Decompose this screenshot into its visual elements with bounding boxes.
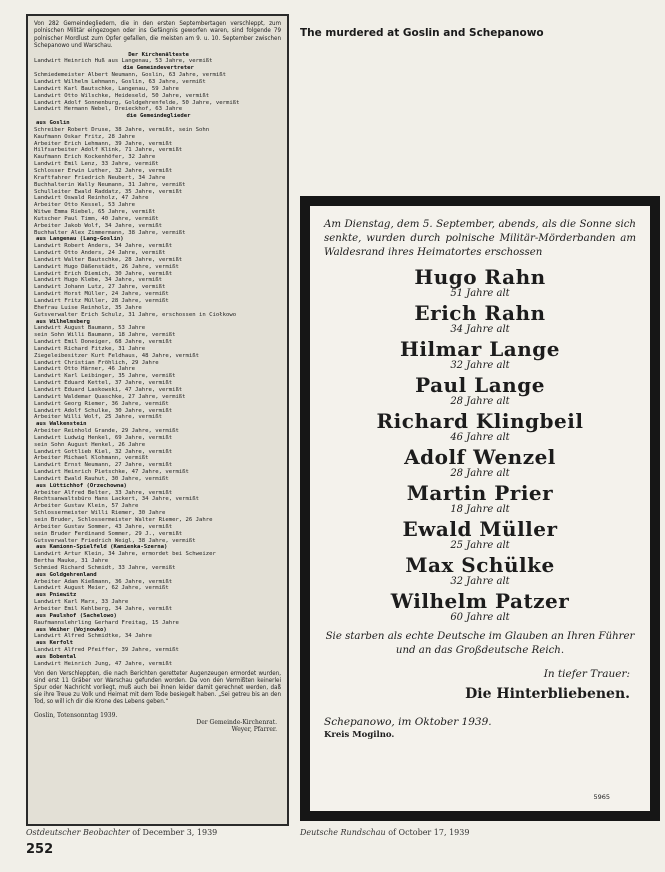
list-item: Hilfsarbeiter Adolf Klink, 71 Jahre, vermißt	[34, 147, 183, 154]
left-newspaper-clipping	[26, 14, 289, 826]
list-item: Arbeiter Michael Klohmann, vermißt	[34, 455, 149, 462]
list-item: Landwirt Eduard Laskowski, 47 Jahre, vermißt	[34, 386, 183, 393]
list-item: Ehefrau Luise Reinholz, 35 Jahre	[34, 304, 142, 311]
victim-entry	[324, 518, 636, 552]
list-section-heading: aus Kerfolt	[36, 640, 74, 647]
list-section-heading: aus Goldgehrenland	[36, 571, 97, 578]
list-item: Landwirt Heinrich Jung, 47 Jahre, vermißt	[34, 660, 173, 667]
victim-entry	[324, 554, 636, 588]
signature-place: Goslin, Totensonntag 1939.	[34, 711, 118, 719]
victim-entry	[324, 374, 636, 408]
right-heading: The murdered at Goslin and Schepanowo	[300, 27, 544, 39]
list-item: Landwirt Erich Diemich, 30 Jahre, vermißt	[34, 270, 173, 277]
list-item: Landwirt Alfred Schmidtke, 34 Jahre	[34, 633, 152, 640]
list-item: Landwirt Waldemar Quaschke, 27 Jahre, vermißt	[34, 393, 186, 400]
list-item: Raufmannslehrling Gerhard Freitag, 15 Jahre	[34, 619, 179, 626]
list-item: Arbeiter Otto Kessel, 53 Jahre	[34, 202, 136, 209]
left-caption-publication: Ostdeutscher Beobachter	[26, 828, 130, 837]
death-notice	[300, 196, 660, 821]
list-item: Schmied Richard Schmidt, 33 Jahre, vermißt	[34, 564, 176, 571]
signature-org: Der Gemeinde-Kirchenrat.	[196, 718, 277, 726]
victim-list	[34, 52, 281, 668]
list-section-heading: aus Kamionn-Spielfeld (Kamienka-Szerna)	[36, 544, 168, 551]
list-item: Landwirt Emil Lenz, 33 Jahre, vermißt	[34, 161, 159, 168]
victim-entry	[324, 338, 636, 372]
victim-age: 51 Jahre alt	[450, 288, 510, 299]
list-item: Landwirt Hugo Däßenstädt, 26 Jahre, vermißt	[34, 263, 179, 270]
victim-age: 60 Jahre alt	[450, 612, 510, 623]
list-item: Landwirt Karl Bautschke, Langenau, 59 Jahre	[34, 85, 179, 92]
list-item: Gutsverwalter Friedrich Weigl, 38 Jahre, vermißt	[34, 537, 196, 544]
list-item: Ziegeleibesitzer Kurt Feldhaus, 48 Jahre, vermißt	[34, 352, 200, 359]
list-item: Landwirt Ernst Neumann, 27 Jahre, vermißt	[34, 462, 173, 469]
list-item: Kaufmann Oskar Fritz, 28 Jahre	[34, 133, 136, 140]
list-item: Arbeiter Willi Wolf, 25 Jahre, vermißt	[34, 414, 162, 421]
list-section-heading: die Gemeindeglieder	[126, 113, 191, 120]
district: Kreis Mogilno.	[324, 730, 395, 740]
list-section-heading: die Gemeindevertreter	[123, 65, 194, 72]
victim-age: 34 Jahre alt	[450, 324, 510, 335]
victim-name: Hilmar Lange	[400, 337, 560, 361]
victim-age: 25 Jahre alt	[450, 540, 510, 551]
victim-name: Hugo Rahn	[414, 265, 546, 289]
victim-name: Wilhelm Patzer	[390, 589, 570, 613]
list-item: Landwirt Karl Marx, 33 Jahre	[34, 599, 129, 606]
victim-entry	[324, 446, 636, 480]
list-item: sein Bruder Ferdinand Sommer, 29 J., vermißt	[34, 530, 183, 537]
victim-age: 28 Jahre alt	[450, 468, 510, 479]
list-section-heading: aus Langenau (Lang-Goslin)	[36, 236, 124, 243]
list-item: sein Bruder, Schlossermeister Walter Riemer, 26 Jahre	[34, 517, 213, 523]
list-item: sein Sohn August Henkel, 26 Jahre	[34, 441, 146, 448]
victim-entry	[324, 590, 636, 624]
left-caption-date: of December 3, 1939	[132, 828, 218, 837]
list-item: Schulleiter Ewald Raddatz, 35 Jahre, vermißt	[34, 188, 183, 195]
notice-code: 5965	[593, 793, 610, 801]
list-item: Landwirt Ewald Rauhut, 30 Jahre, vermißt	[34, 475, 169, 482]
list-item: Landwirt Horst Müller, 24 Jahre, vermißt	[34, 291, 169, 298]
victim-entry	[324, 302, 636, 336]
list-item: Kutscher Paul Timm, 40 Jahre, vermißt	[34, 215, 159, 222]
list-item: Landwirt Hugo Klebe, 34 Jahre, vermißt	[34, 277, 162, 284]
place-date: Schepanowo, im Oktober 1939.	[324, 716, 492, 728]
list-item: Landwirt Adolf Schulke, 30 Jahre, vermißt	[34, 407, 173, 414]
victim-name: Richard Klingbeil	[376, 409, 584, 433]
list-item: Gutsverwalter Erich Schulz, 31 Jahre, erschossen in Ciołkowo	[34, 311, 237, 318]
page-number: 252	[26, 842, 54, 857]
mourning-label: In tiefer Trauer:	[543, 668, 630, 680]
list-item: Landwirt Walter Bautschke, 28 Jahre, vermißt	[34, 256, 183, 263]
list-item: Buchhalterin Wally Neumann, 31 Jahre, vermißt	[34, 181, 186, 188]
victim-age: 46 Jahre alt	[450, 432, 510, 443]
victim-entry	[324, 482, 636, 516]
list-item: Landwirt Otto Anders, 24 Jahre, vermißt	[34, 250, 166, 257]
clipping-outro: Von den Verschleppten, die nach Berichten geretteter Augenzeugen ermordet wurden, sind erst 11 Gräber vor Warschau gefunden worden. Da von den Vermißten keinerlei Spur oder Nachricht vorliegt, muß auch bei ihnen leider damit gerechnet werden, daß sie ihre Treue zu Volk und Heimat mit dem Tode besiegelt haben. „Sei getreu bis an den Tod, so will ich dir die Krone des Lebens geben.“	[34, 669, 281, 706]
victim-name: Martin Prier	[406, 481, 554, 505]
list-item: Kraftfahrer Friedrich Neubert, 34 Jahre	[34, 174, 166, 181]
list-item: Schlossermeister Willi Riemer, 30 Jahre	[34, 510, 166, 517]
signature-name: Weyer, Pfarrer.	[231, 725, 277, 733]
notice-closing: Sie starben als echte Deutsche im Glauben an Ihren Führer und an das Großdeutsche Reich.	[325, 631, 635, 656]
mourning-signature: Die Hinterbliebenen.	[465, 686, 630, 702]
list-item: Rechtsanwaltsbüro Hans Lackert, 34 Jahre, vermißt	[34, 496, 200, 503]
victim-age: 32 Jahre alt	[450, 360, 510, 371]
list-item: Arbeiter Reinhold Grande, 29 Jahre, vermißt	[34, 428, 179, 435]
list-item: Arbeiter Alfred Belter, 33 Jahre, vermißt	[34, 489, 173, 496]
list-item: Landwirt Heinrich Pietschke, 47 Jahre, vermißt	[34, 469, 189, 476]
list-item: Landwirt Oswald Reinholz, 47 Jahre	[34, 195, 149, 202]
victim-name: Max Schülke	[405, 553, 555, 577]
victim-name: Erich Rahn	[414, 301, 546, 325]
right-caption	[300, 828, 469, 837]
list-item: Landwirt Wilhelm Lehmann, Goslin, 63 Jahre, vermißt	[34, 79, 206, 85]
victim-name: Adolf Wenzel	[404, 445, 556, 469]
list-item: Landwirt Karl Leibinger, 35 Jahre, vermißt	[34, 373, 176, 380]
list-item: Landwirt Alfred Pfeiffer, 39 Jahre, vermißt	[34, 647, 179, 654]
list-item: Bertha Mauke, 31 Jahre	[34, 558, 109, 565]
list-section-heading: aus Walkenstein	[36, 421, 87, 428]
list-item: Landwirt August Baumann, 53 Jahre	[34, 325, 146, 332]
list-item: Landwirt Otto Härner, 46 Jahre	[34, 366, 136, 373]
right-caption-date: of October 17, 1939	[388, 828, 470, 837]
list-section-heading: aus Wilhelmsberg	[36, 318, 90, 325]
list-item: Landwirt Eduard Kettel, 37 Jahre, vermißt	[34, 380, 173, 387]
list-item: Landwirt Gottlieb Kiel, 32 Jahre, vermißt	[34, 448, 173, 455]
list-item: Arbeiter Gustav Klein, 57 Jahre	[34, 503, 139, 510]
list-section-heading: aus Weiher (Wojnowko)	[36, 626, 107, 633]
list-section-heading: aus Bobental	[36, 653, 77, 660]
list-item: Landwirt Robert Anders, 34 Jahre, vermißt	[34, 243, 173, 250]
list-item: Landwirt Heinrich Huß aus Langenau, 53 Jahre, vermißt	[34, 58, 213, 65]
victim-entry	[324, 410, 636, 444]
list-item: Landwirt Georg Riemer, 36 Jahre, vermißt	[34, 400, 169, 407]
victim-age: 28 Jahre alt	[450, 396, 510, 407]
list-section-heading: aus Pniewitz	[36, 592, 77, 599]
list-item: Arbeiter Erich Lehmann, 39 Jahre, vermißt	[34, 140, 173, 147]
list-item: Landwirt Johann Lutz, 27 Jahre, vermißt	[34, 284, 166, 291]
list-item: Schlosser Erwin Luther, 32 Jahre, vermißt	[34, 167, 173, 174]
list-item: Landwirt Ludwig Henkel, 69 Jahre, vermißt	[34, 434, 173, 441]
list-item: Landwirt Adolf Sonnenburg, Goldgehrenfelde, 50 Jahre, vermißt	[34, 99, 240, 106]
list-item: sein Sohn Willi Baumann, 18 Jahre, vermißt	[34, 332, 176, 339]
list-item: Landwirt Artur Klein, 34 Jahre, ermordet bei Schweizer	[34, 551, 216, 558]
clipping-intro: Von 282 Gemeindegliedern, die in den ersten Septembertagen verschleppt, zum polnischen Militär eingezogen oder ins Gefängnis geworfen waren, sind folgende 79 polnischer Mordlust zum Opfer gefallen, die meisten am 9. u. 10. September zwischen Schepanowo und Warschau.	[34, 20, 281, 50]
list-item: Schreiber Robert Druse, 38 Jahre, vermißt, sein Sohn	[34, 126, 210, 133]
victim-age: 18 Jahre alt	[450, 504, 510, 515]
list-section-heading: aus Goslin	[36, 120, 70, 127]
list-section-heading: aus Lüttichhof (Orzechowna)	[36, 482, 127, 489]
list-item: Schmiedemeister Albert Neumann, Goslin, 63 Jahre, vermißt	[34, 72, 226, 79]
list-item: Landwirt Richard Fitzke, 31 Jahre	[34, 345, 146, 352]
list-item: Landwirt Christian Fröhlich, 29 Jahre	[34, 359, 159, 366]
list-item: Witwe Emma Riebel, 65 Jahre, vermißt	[34, 209, 156, 216]
victim-names	[324, 266, 636, 624]
notice-intro: Am Dienstag, dem 5. September, abends, als die Sonne sich senkte, wurden durch polnische Militär-Mörderbanden am Waldesrand ihres Heimatortes erschossen	[324, 219, 636, 258]
list-item: Landwirt Fritz Müller, 28 Jahre, vermißt	[34, 298, 169, 304]
list-item: Kaufmann Erich Kockenhöfer, 32 Jahre	[34, 154, 156, 161]
list-item: Arbeiter Gustav Sommer, 43 Jahre, vermißt	[34, 523, 173, 530]
list-item: Arbeiter Adam Kießmann, 36 Jahre, vermißt	[34, 578, 173, 585]
victim-name: Ewald Müller	[402, 517, 558, 541]
list-item: Landwirt August Meier, 62 Jahre, vermißt	[34, 585, 169, 592]
list-item: Landwirt Hermann Nebel, Dreieckhof, 63 Jahre	[34, 106, 183, 113]
right-caption-publication: Deutsche Rundschau	[300, 828, 386, 837]
victim-entry	[324, 266, 636, 300]
list-item: Landwirt Otto Wilschke, Heideseld, 50 Jahre, vermißt	[34, 92, 210, 99]
left-caption	[26, 828, 217, 837]
list-item: Arbeiter Jakob Wolf, 34 Jahre, vermißt	[34, 222, 162, 229]
list-section-heading: aus Paulshof (Sachelowo)	[36, 612, 117, 619]
victim-name: Paul Lange	[415, 373, 545, 397]
victim-age: 32 Jahre alt	[450, 576, 510, 587]
list-section-heading: Der Kirchenälteste	[128, 51, 189, 58]
list-item: Buchhalter Alex Zimmermann, 38 Jahre, vermißt	[34, 229, 186, 236]
list-item: Arbeiter Emil Kehlberg, 34 Jahre, vermißt	[34, 605, 173, 612]
list-item: Landwirt Emil Doneiger, 68 Jahre, vermißt	[34, 339, 173, 346]
